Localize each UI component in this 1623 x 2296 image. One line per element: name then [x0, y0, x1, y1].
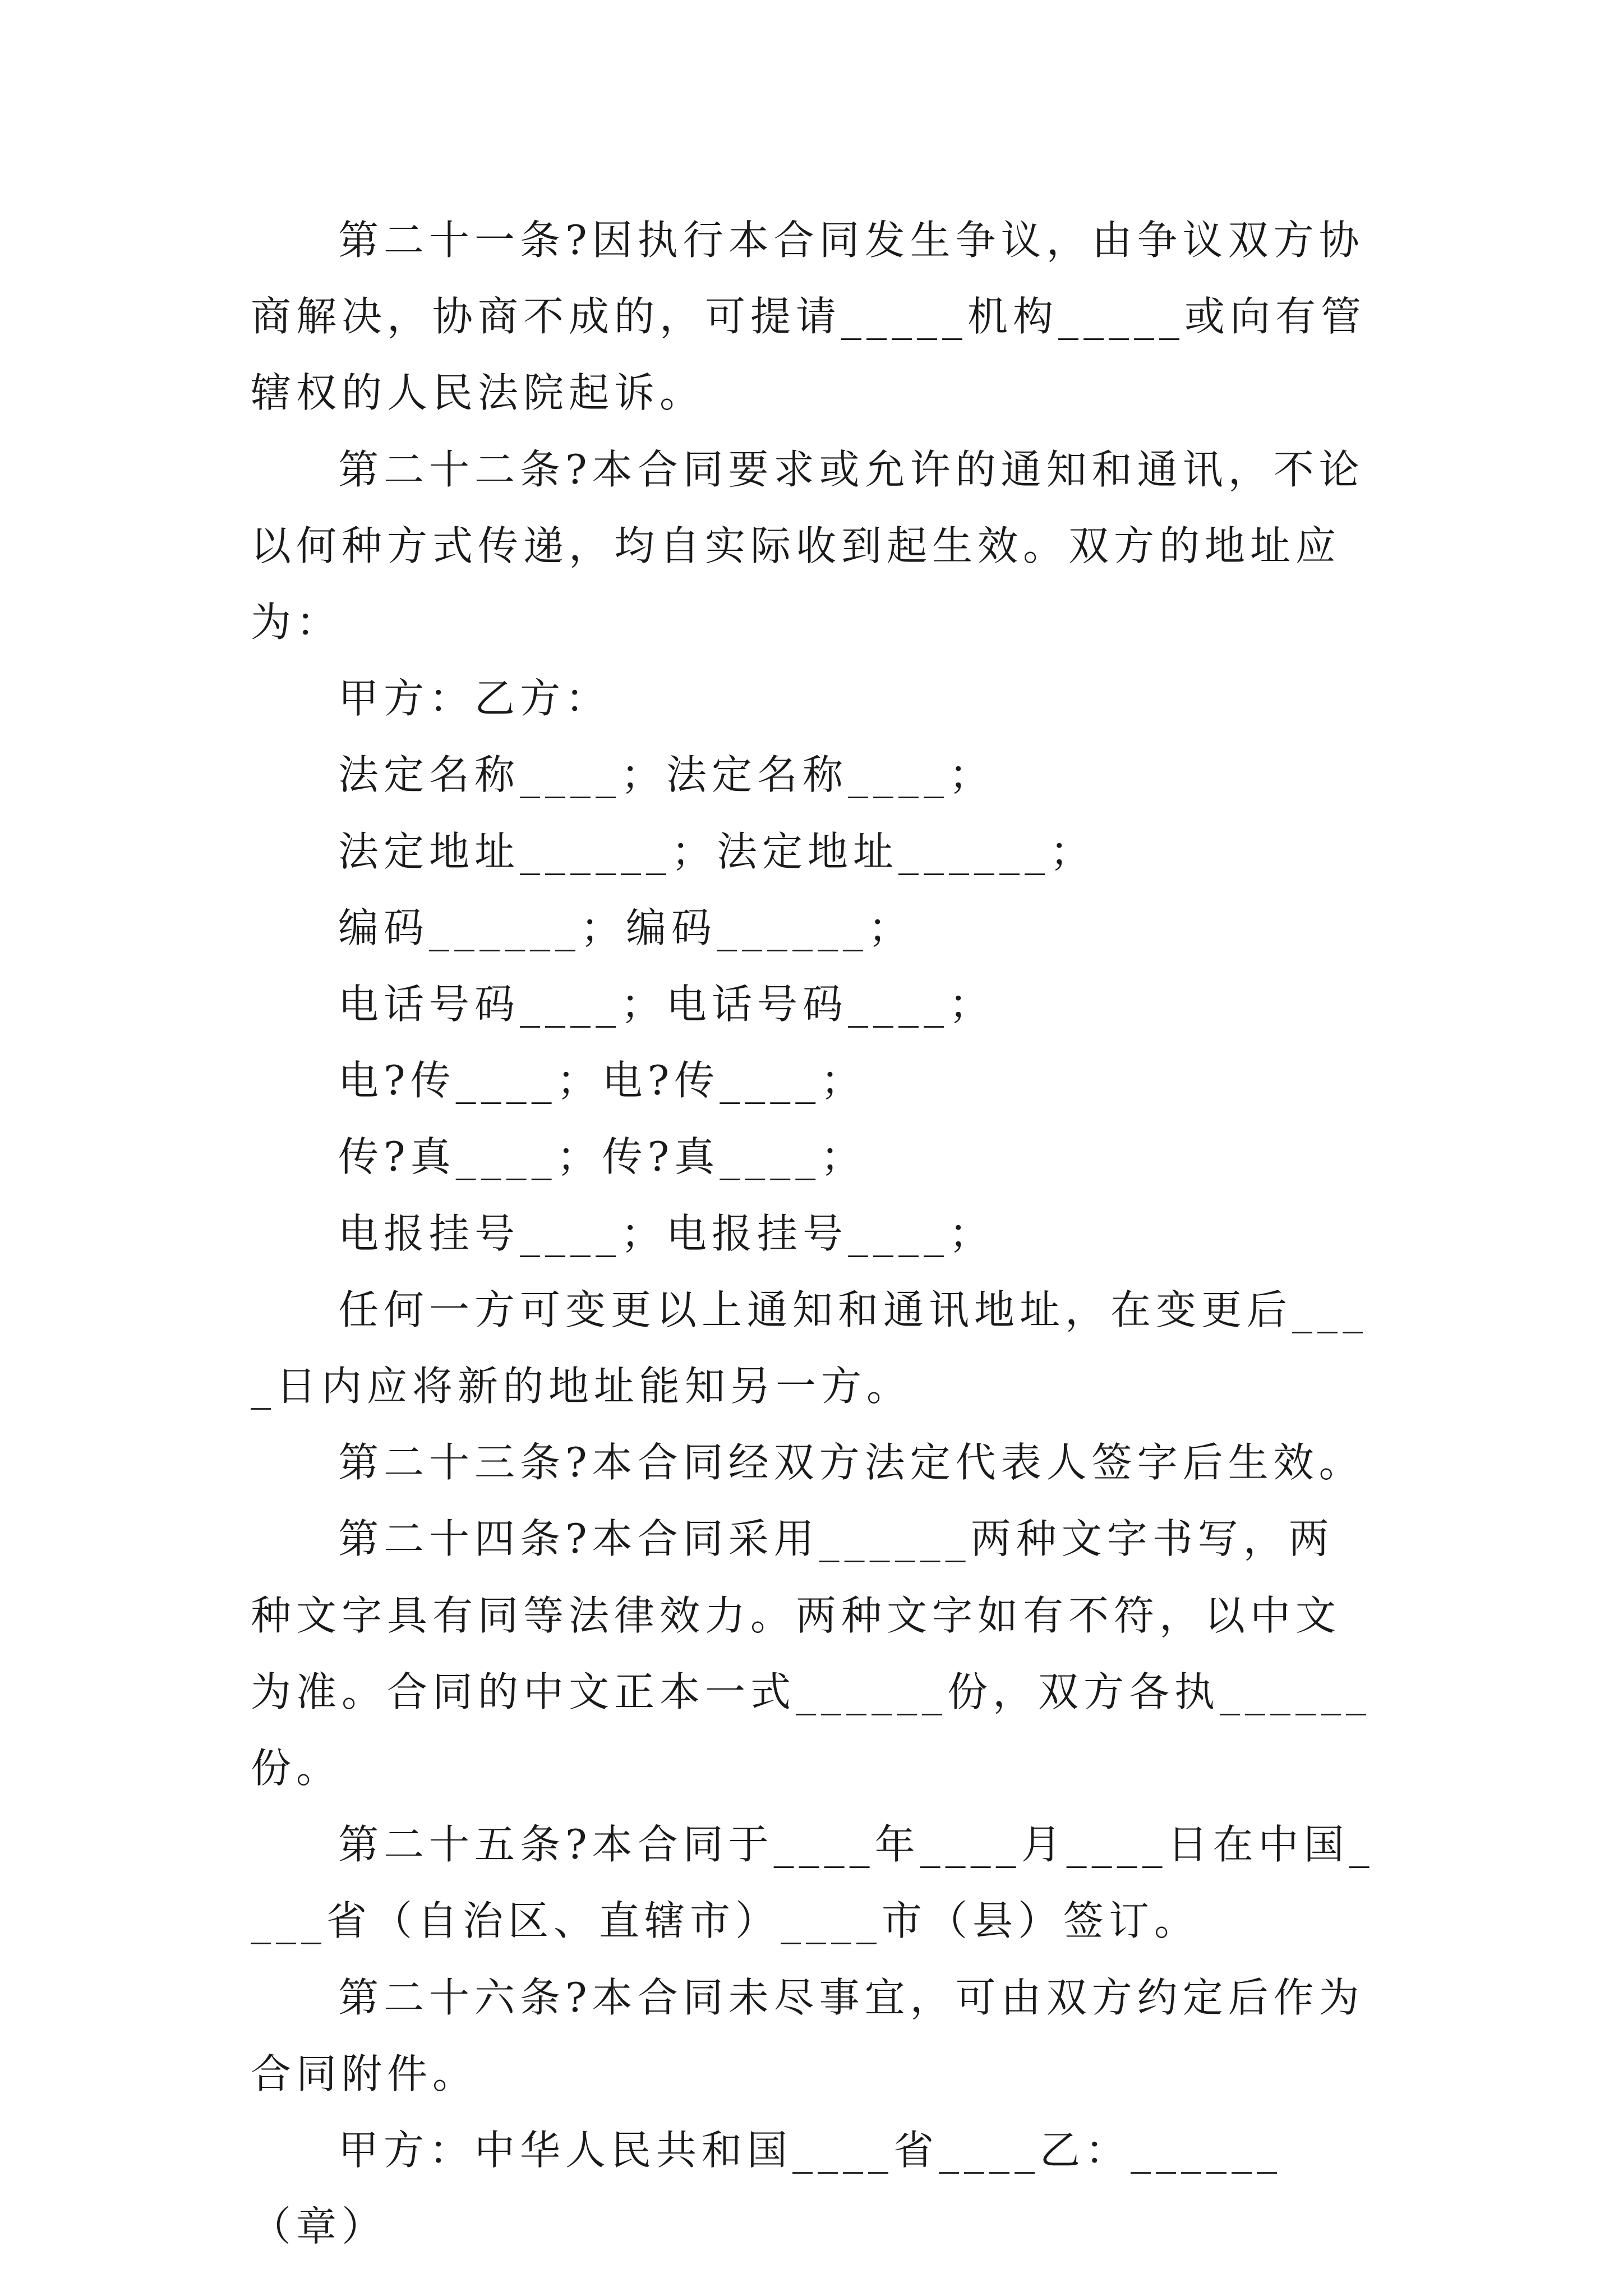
fax-line: 传?真____；传?真____； — [338, 1133, 866, 1181]
article-25-signing: 第二十五条?本合同于____年____月____日在中国____省（自治区、直辖市）____市（县）签订。 — [251, 1821, 1375, 1945]
signature-line: 甲方：中华人民共和国____省____乙：______（章） — [251, 2127, 1283, 2251]
article-26-supplements: 第二十六条?本合同未尽事宜，可由双方约定后作为合同附件。 — [251, 1973, 1364, 2097]
address-change-clause: 任何一方可变更以上通知和通讯地址，在变更后____日内应将新的地址能知另一方。 — [251, 1286, 1368, 1410]
postal-code-line: 编码______；编码______； — [338, 904, 914, 951]
phone-number-line: 电话号码____；电话号码____； — [338, 981, 995, 1028]
legal-address-line: 法定地址______；法定地址______； — [338, 827, 1096, 875]
legal-name-line: 法定名称____；法定名称____； — [338, 751, 995, 799]
cable-address-line: 电报挂号____；电报挂号____； — [338, 1209, 995, 1257]
contract-body — [251, 202, 1378, 2265]
article-23-effectiveness: 第二十三条?本合同经双方法定代表人签字后生效。 — [338, 1439, 1364, 1487]
telex-line: 电?传____；电?传____； — [338, 1057, 866, 1105]
article-21-dispute-resolution: 第二十一条?因执行本合同发生争议，由争议双方协商解决，协商不成的，可提请_____机构_____或向有管辖权的人民法院起诉。 — [251, 217, 1367, 417]
article-22-notices: 第二十二条?本合同要求或允许的通知和通讯，不论以何种方式传递，均自实际收到起生效。双方的地址应为： — [251, 445, 1364, 646]
article-24-languages: 第二十四条?本合同采用______两种文字书写，两种文字具有同等法律效力。两种文字如有不符，以中文为准。合同的中文正本一式______份，双方各执______份。 — [251, 1515, 1372, 1792]
party-labels: 甲方：乙方： — [338, 675, 611, 723]
